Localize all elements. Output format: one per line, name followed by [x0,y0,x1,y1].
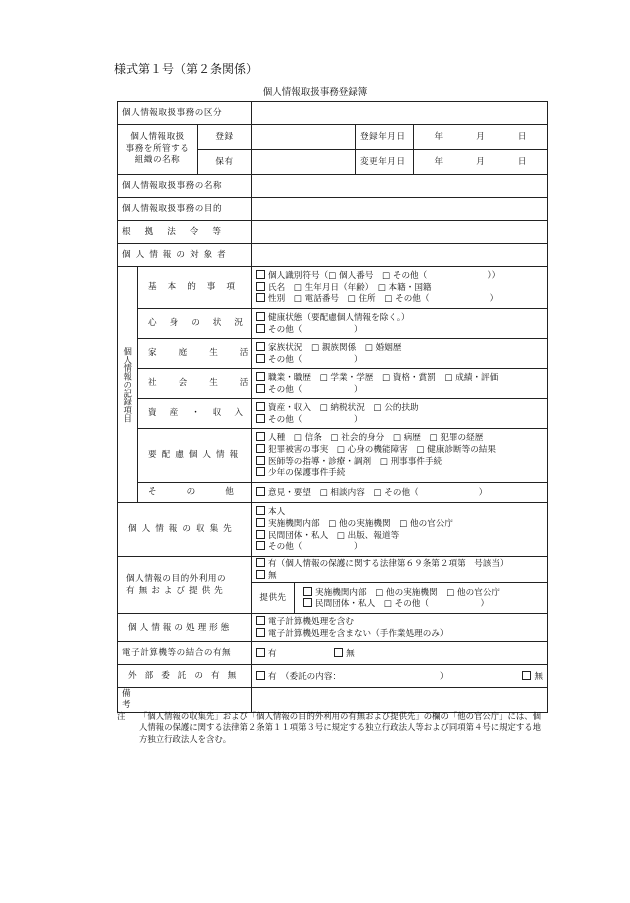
outside-use-label: 個人情報の目的外利用の 有無および提供先 [118,557,252,614]
provider-options[interactable]: 実施機関内部 □ 他の実施機関 □ 他の官公庁 民間団体・私人 □ その他（ ） [295,583,548,613]
link-options[interactable]: 有 無 [252,642,548,665]
reg-date-value[interactable]: 年 月 日 [414,125,548,150]
footnote-mark: 注 [117,711,126,721]
chg-date-label: 変更年月日 [356,150,414,175]
assets-options[interactable]: 資産・収入 □ 納税状況 □ 公的扶助 その他（ ） [252,399,548,429]
name-value[interactable] [252,175,548,198]
processing-options[interactable]: 電子計算機処理を含む 電子計算機処理を含まない（手作業処理のみ） [252,614,548,642]
mind-options[interactable]: 健康状態（要配慮個人情報を除く。） その他（ ） [252,309,548,339]
social-options[interactable]: 職業・職歴 □ 学業・学歴 □ 資格・賞罰 □ 成績・評価 その他（ ） [252,369,548,399]
outsource-options[interactable]: 有 （委託の内容： ） 無 [252,665,548,688]
sensitive-options[interactable]: 人種 □ 信条 □ 社会的身分 □ 病歴 □ 犯罪の経歴 犯罪被害の事実 □ 心身の機能障害 □ 健康診断等の結果 医師等の指導・診療・調剤 □ 刑事事件手続 少年の保護事件手続 [252,429,548,483]
collect-label: 個人情報の収集先 [118,503,252,557]
dept-label: 個人情報取扱 事務を所管する 組織の名称 [118,125,198,175]
reg-date-label: 登録年月日 [356,125,414,150]
holder-label: 保有 [198,150,252,175]
subject-label: 個人情報の対象者 [118,244,252,267]
basic-label: 基本的事項 [138,267,252,309]
footnote [117,711,549,745]
purpose-value[interactable] [252,198,548,221]
link-label: 電子計算機等の結合の有無 [118,642,252,665]
outside-use-options[interactable]: 有（個人情報の保護に関する法律第６９条第２項第 号該当） 無 [252,557,548,583]
family-label: 家庭生活 [138,339,252,369]
document-title: 個人情報取扱事務登録簿 [262,87,368,98]
other-label: その他 [138,483,252,503]
remarks-label: 備考 [118,688,252,712]
subject-value[interactable] [252,244,548,267]
social-label: 社会生活 [138,369,252,399]
basic-options[interactable]: 個人識別符号（□ 個人番号 □ その他（ ）） 氏名 □ 生年月日（年齢） □ 本籍・国籍 性別 □ 電話番号 □ 住所 □ その他（ ） [252,267,548,309]
law-label: 根拠法令等 [118,221,252,244]
chg-date-value[interactable]: 年 月 日 [414,150,548,175]
holder-value[interactable] [252,150,356,175]
family-options[interactable]: 家族状況 □ 親族関係 □ 婚姻歴 その他（ ） [252,339,548,369]
law-value[interactable] [252,221,548,244]
category-value[interactable] [252,102,548,125]
name-label: 個人情報取扱事務の名称 [118,175,252,198]
collect-options[interactable]: 本人 実施機関内部 □ 他の実施機関 □ 他の官公庁 民間団体・私人 □ 出版、報道等 その他（ ） [252,503,548,557]
assets-label: 資産・収入 [138,399,252,429]
footnote-text: 「個人情報の収集先」および「個人情報の目的外利用の有無および提供先」の欄の「他の官公庁」には、個人情報の保護に関する法律第２条第１１項第３号に規定する独立行政法人等および同項第４号に規定する地方独立行政法人を含む。 [139,711,541,744]
processing-label: 個人情報の処理形態 [118,614,252,642]
outsource-label: 外部委託の有無 [118,665,252,688]
category-label: 個人情報取扱事務の区分 [118,102,252,125]
provider-label: 提供先 [252,583,295,613]
registration-table [117,101,548,713]
register-value[interactable] [252,125,356,150]
provider-cell [252,583,548,614]
other-options[interactable]: 意見・要望 □ 相談内容 □ その他（ ） [252,483,548,503]
mind-label: 心身の状況 [138,309,252,339]
record-items-label: 個人情報の記録項目 [118,267,138,503]
purpose-label: 個人情報取扱事務の目的 [118,198,252,221]
form-number: 様式第１号（第２条関係） [114,62,259,76]
sensitive-label: 要配慮個人情報 [138,429,252,483]
remarks-value[interactable] [252,688,548,712]
register-label: 登録 [198,125,252,150]
